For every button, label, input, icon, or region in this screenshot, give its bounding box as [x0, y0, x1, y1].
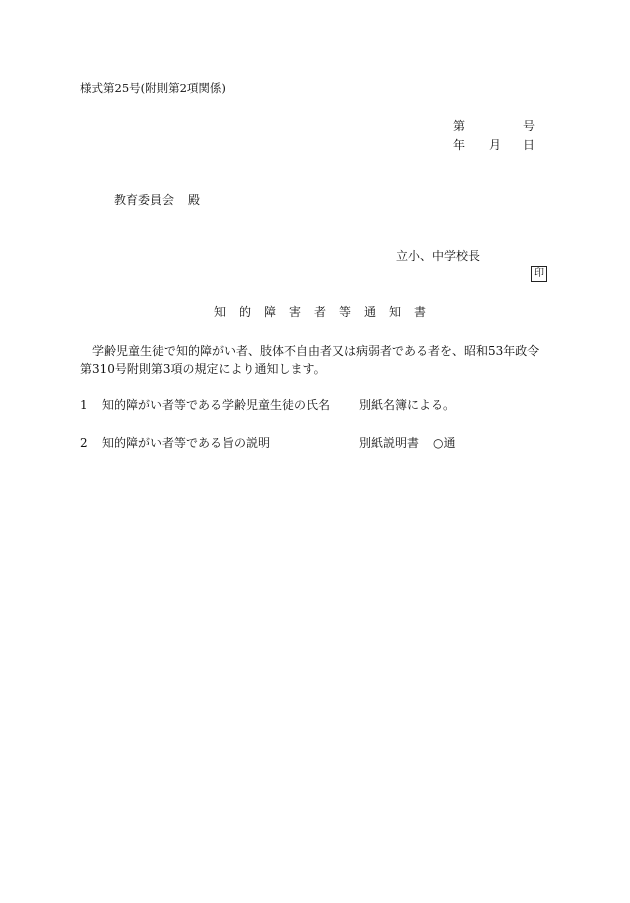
form-number-label: 様式第25号(附則第2項関係) [80, 81, 226, 95]
item-value: 別紙名簿による。 [359, 398, 456, 412]
list-item [80, 397, 330, 413]
item-number: 1 [80, 398, 88, 412]
sender-title: 立小、中学校長 [396, 249, 481, 263]
item-label: 知的障がい者等である旨の説明 [102, 436, 271, 450]
list-item [80, 435, 270, 451]
seal-stamp: 印 [531, 266, 547, 282]
year-label: 年 [453, 138, 466, 152]
item-number: 2 [80, 436, 88, 450]
item-label: 知的障がい者等である学齢児童生徒の氏名 [102, 398, 331, 412]
date-line [453, 137, 535, 153]
document-number-prefix: 第 [453, 119, 466, 133]
item-value-text: 別紙説明書 [359, 436, 420, 450]
notice-body-text: 学齢児童生徒で知的障がい者、肢体不自由者又は病弱者である者を、昭和53年政令第310号附則第3項の規定により通知します。 [80, 344, 540, 376]
addressee-name: 教育委員会 [114, 193, 175, 207]
document-number-suffix: 号 [523, 119, 536, 133]
addressee-honorific: 殿 [188, 193, 201, 207]
notice-body [80, 342, 550, 378]
item-value [359, 435, 456, 451]
addressee [114, 192, 200, 208]
month-label: 月 [489, 138, 502, 152]
item-count: ○通 [433, 436, 456, 450]
day-label: 日 [523, 138, 536, 152]
document-title: 知的障害者等通知書 [214, 305, 440, 319]
